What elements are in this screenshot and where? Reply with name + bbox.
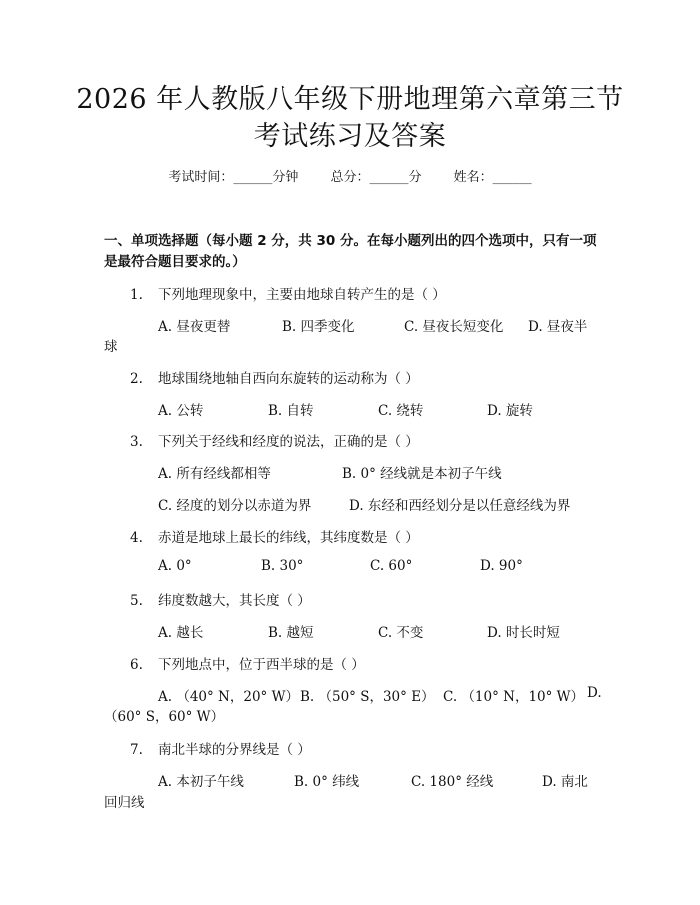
question-number: 5. (130, 593, 143, 609)
option-c: C. 经度的划分以赤道为界 (158, 498, 312, 514)
page-subtitle: 考试练习及答案 (253, 121, 447, 152)
question-5 (130, 589, 311, 609)
question-number: 6. (130, 657, 143, 673)
section-heading: 一、单项选择题（每小题 2 分，共 30 分。在每小题列出的四个选项中，只有一项是最符合题目要求的。） (104, 233, 597, 270)
option-d: D. 昼夜半 (528, 319, 588, 335)
option-b: B. 四季变化 (282, 319, 355, 335)
option-b: B. 0° 纬线 (294, 774, 360, 790)
total-score: 总分：______分 (330, 170, 422, 185)
option-overflow: （60° S，60° W） (104, 709, 225, 725)
page-title: 2026 年人教版八年级下册地理第六章第三节 (76, 84, 624, 115)
option-b: B. 越短 (268, 625, 314, 641)
option-d: D. 旋转 (487, 403, 533, 419)
question-2 (130, 367, 419, 387)
question-stem: 南北半球的分界线是（ ） (158, 742, 311, 758)
question-number: 3. (130, 434, 143, 450)
student-name: 姓名：______ (453, 170, 532, 185)
question-stem: 赤道是地球上最长的纬线，其纬度数是（ ） (158, 530, 419, 546)
option-c: C. 昼夜长短变化 (404, 319, 504, 335)
option-a: A. （40° N，20° W） (158, 689, 299, 705)
option-d: D. 90° (480, 558, 523, 574)
question-number: 2. (130, 371, 143, 387)
question-number: 1. (130, 287, 143, 303)
question-7 (130, 738, 311, 758)
question-stem: 地球围绕地轴自西向东旋转的运动称为（ ） (158, 371, 419, 387)
question-4 (130, 526, 419, 546)
question-number: 7. (130, 742, 143, 758)
exam-info (0, 166, 700, 185)
option-overflow: 回归线 (104, 795, 145, 811)
option-b: B. 30° (261, 558, 304, 574)
option-a: A. 本初子午线 (158, 774, 244, 790)
option-c: C. （10° N，10° W） (443, 689, 585, 705)
option-c: C. 绕转 (378, 403, 424, 419)
option-c: C. 不变 (378, 625, 424, 641)
question-1 (130, 283, 446, 303)
question-3 (130, 430, 419, 450)
option-b: B. （50° S，30° E） (300, 689, 435, 705)
question-number: 4. (130, 530, 143, 546)
option-d: D. 时长时短 (487, 625, 560, 641)
option-c: C. 60° (370, 558, 413, 574)
option-d: D. 东经和西经划分是以任意经线为界 (349, 498, 571, 514)
option-a: A. 越长 (158, 625, 204, 641)
option-d: D. (587, 685, 602, 701)
option-overflow: 球 (104, 339, 118, 355)
question-6 (130, 653, 365, 673)
option-a: A. 公转 (158, 403, 204, 419)
exam-time: 考试时间：______分钟 (168, 170, 299, 185)
option-b: B. 自转 (268, 403, 314, 419)
question-stem: 下列地点中，位于西半球的是（ ） (158, 657, 365, 673)
question-stem: 下列关于经线和经度的说法，正确的是（ ） (158, 434, 419, 450)
option-b: B. 0° 经线就是本初子午线 (342, 466, 502, 482)
question-stem: 纬度数越大，其长度（ ） (158, 593, 311, 609)
question-stem: 下列地理现象中，主要由地球自转产生的是（ ） (158, 287, 446, 303)
option-a: A. 所有经线都相等 (158, 466, 271, 482)
option-a: A. 0° (158, 558, 192, 574)
option-a: A. 昼夜更替 (158, 319, 231, 335)
option-d: D. 南北 (542, 774, 588, 790)
option-c: C. 180° 经线 (411, 774, 494, 790)
